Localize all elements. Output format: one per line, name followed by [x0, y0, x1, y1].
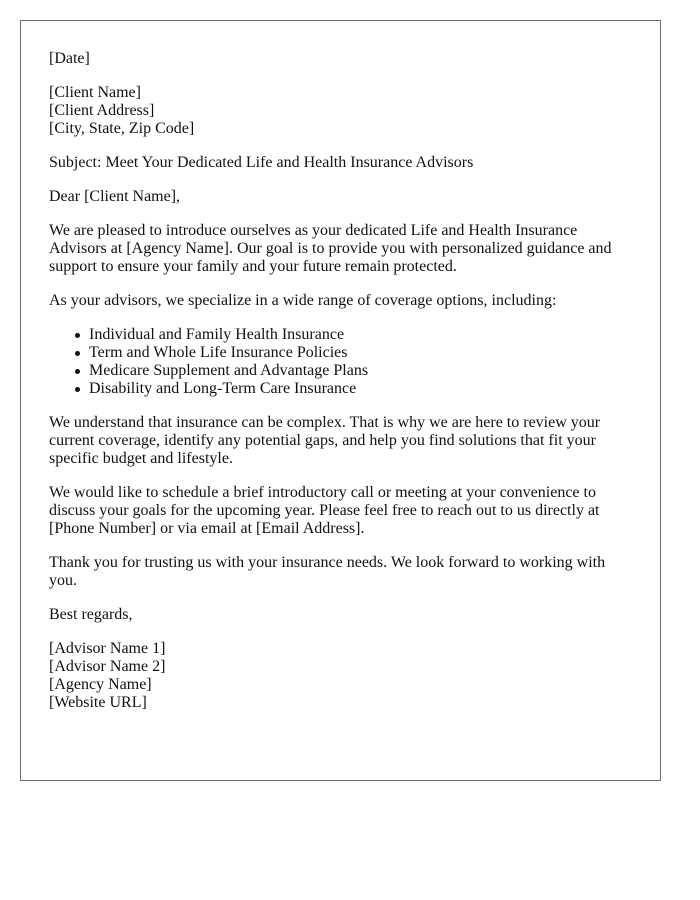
- list-item: Medicare Supplement and Advantage Plans: [89, 362, 632, 380]
- list-item: Individual and Family Health Insurance: [89, 326, 632, 344]
- thank-you-paragraph: Thank you for trusting us with your insurance needs. We look forward to working with you.: [49, 554, 606, 589]
- advisor-name-1: [Advisor Name 1]: [49, 640, 166, 657]
- letter-page: [20, 20, 661, 781]
- sign-off: Best regards,: [49, 606, 133, 623]
- letter-date: [Date]: [49, 50, 90, 67]
- schedule-paragraph: We would like to schedule a brief introductory call or meeting at your convenience to discuss your goals for the upcoming year. Please feel free to reach out to us directly at [Phone Number] or via email at [Email Address].: [49, 484, 600, 537]
- advisor-name-2: [Advisor Name 2]: [49, 658, 166, 675]
- recipient-city-state-zip: [City, State, Zip Code]: [49, 120, 195, 137]
- recipient-address: [Client Address]: [49, 102, 155, 119]
- website-url: [Website URL]: [49, 694, 147, 711]
- signature-block: [49, 640, 632, 712]
- letter-subject: Subject: Meet Your Dedicated Life and Health Insurance Advisors: [49, 154, 474, 171]
- recipient-address-block: [49, 84, 632, 138]
- letter-salutation: Dear [Client Name],: [49, 188, 181, 205]
- agency-name: [Agency Name]: [49, 676, 152, 693]
- complexity-paragraph: We understand that insurance can be complex. That is why we are here to review your current coverage, identify any potential gaps, and help you find solutions that fit your specific budget and lifestyle.: [49, 414, 601, 467]
- list-item: Disability and Long-Term Care Insurance: [89, 380, 632, 398]
- coverage-options-list: [49, 326, 632, 398]
- recipient-name: [Client Name]: [49, 84, 141, 101]
- intro-paragraph: We are pleased to introduce ourselves as your dedicated Life and Health Insurance Advisors at [Agency Name]. Our goal is to provide you with personalized guidance and support to ensure your family and your future remain protected.: [49, 222, 612, 275]
- list-item: Term and Whole Life Insurance Policies: [89, 344, 632, 362]
- coverage-intro-paragraph: As your advisors, we specialize in a wide range of coverage options, including:: [49, 292, 557, 309]
